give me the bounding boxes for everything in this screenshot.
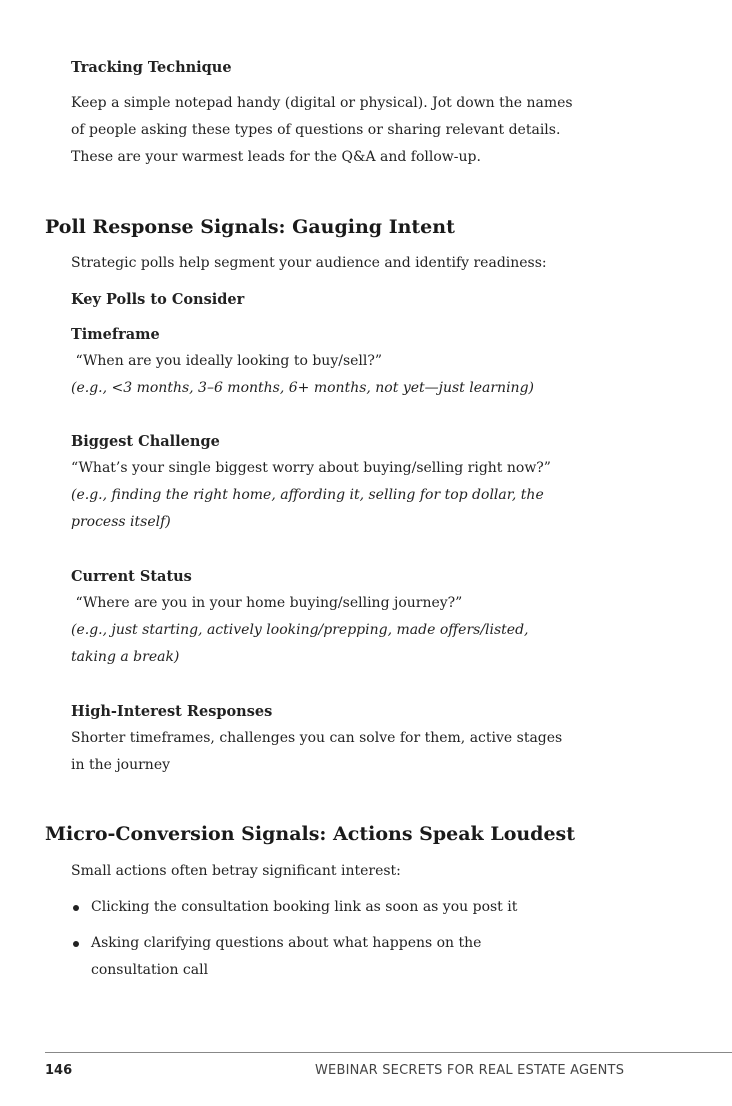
poll-item	[71, 428, 631, 536]
paragraph-line: Shorter timeframes, challenges you can solve for them, active stages	[71, 730, 563, 746]
poll-item	[71, 321, 631, 402]
subheading: High-Interest Responses	[71, 703, 273, 720]
poll-item	[71, 563, 631, 671]
poll-examples: (e.g., just starting, actively looking/prepping, made offers/listed,	[71, 622, 529, 638]
poll-quote: “Where are you in your home buying/selling journey?”	[71, 595, 463, 611]
paragraph-line: Keep a simple notepad handy (digital or physical). Jot down the names	[71, 95, 573, 111]
poll-quote: “When are you ideally looking to buy/sell?”	[71, 353, 383, 369]
section-heading: Micro-Conversion Signals: Actions Speak Loudest	[45, 823, 576, 845]
poll-examples: (e.g., <3 months, 3–6 months, 6+ months, not yet—just learning)	[71, 380, 534, 396]
list-item	[71, 894, 631, 921]
poll-title: Timeframe	[71, 326, 160, 343]
bullet-list	[71, 894, 631, 993]
poll-examples: taking a break)	[71, 649, 180, 665]
paragraph: Strategic polls help segment your audience and identify readiness:	[71, 255, 547, 271]
list-item-text: consultation call	[91, 962, 209, 978]
list-item	[71, 930, 631, 984]
subheading: Key Polls to Consider	[71, 291, 245, 308]
paragraph-line: of people asking these types of questions or sharing relevant details.	[71, 122, 561, 138]
paragraph-line: These are your warmest leads for the Q&A and follow-up.	[71, 149, 481, 165]
tracking-section	[71, 54, 631, 171]
poll-title: Biggest Challenge	[71, 433, 220, 450]
subheading: Tracking Technique	[71, 59, 232, 76]
list-item-text: Clicking the consultation booking link as soon as you post it	[91, 899, 518, 915]
paragraph-line: in the journey	[71, 757, 171, 773]
book-title: WEBINAR SECRETS FOR REAL ESTATE AGENTS	[315, 1063, 625, 1078]
paragraph: Small actions often betray significant interest:	[71, 863, 401, 879]
poll-examples: (e.g., finding the right home, affording it, selling for top dollar, the	[71, 487, 544, 503]
section-heading: Poll Response Signals: Gauging Intent	[45, 216, 455, 238]
high-interest	[71, 698, 631, 779]
poll-examples: process itself)	[71, 514, 171, 530]
poll-title: Current Status	[71, 568, 192, 585]
list-item-text: Asking clarifying questions about what happens on the	[91, 935, 482, 951]
poll-quote: “What’s your single biggest worry about buying/selling right now?”	[71, 460, 551, 476]
page-number: 146	[45, 1063, 73, 1078]
footer-divider	[45, 1052, 732, 1053]
